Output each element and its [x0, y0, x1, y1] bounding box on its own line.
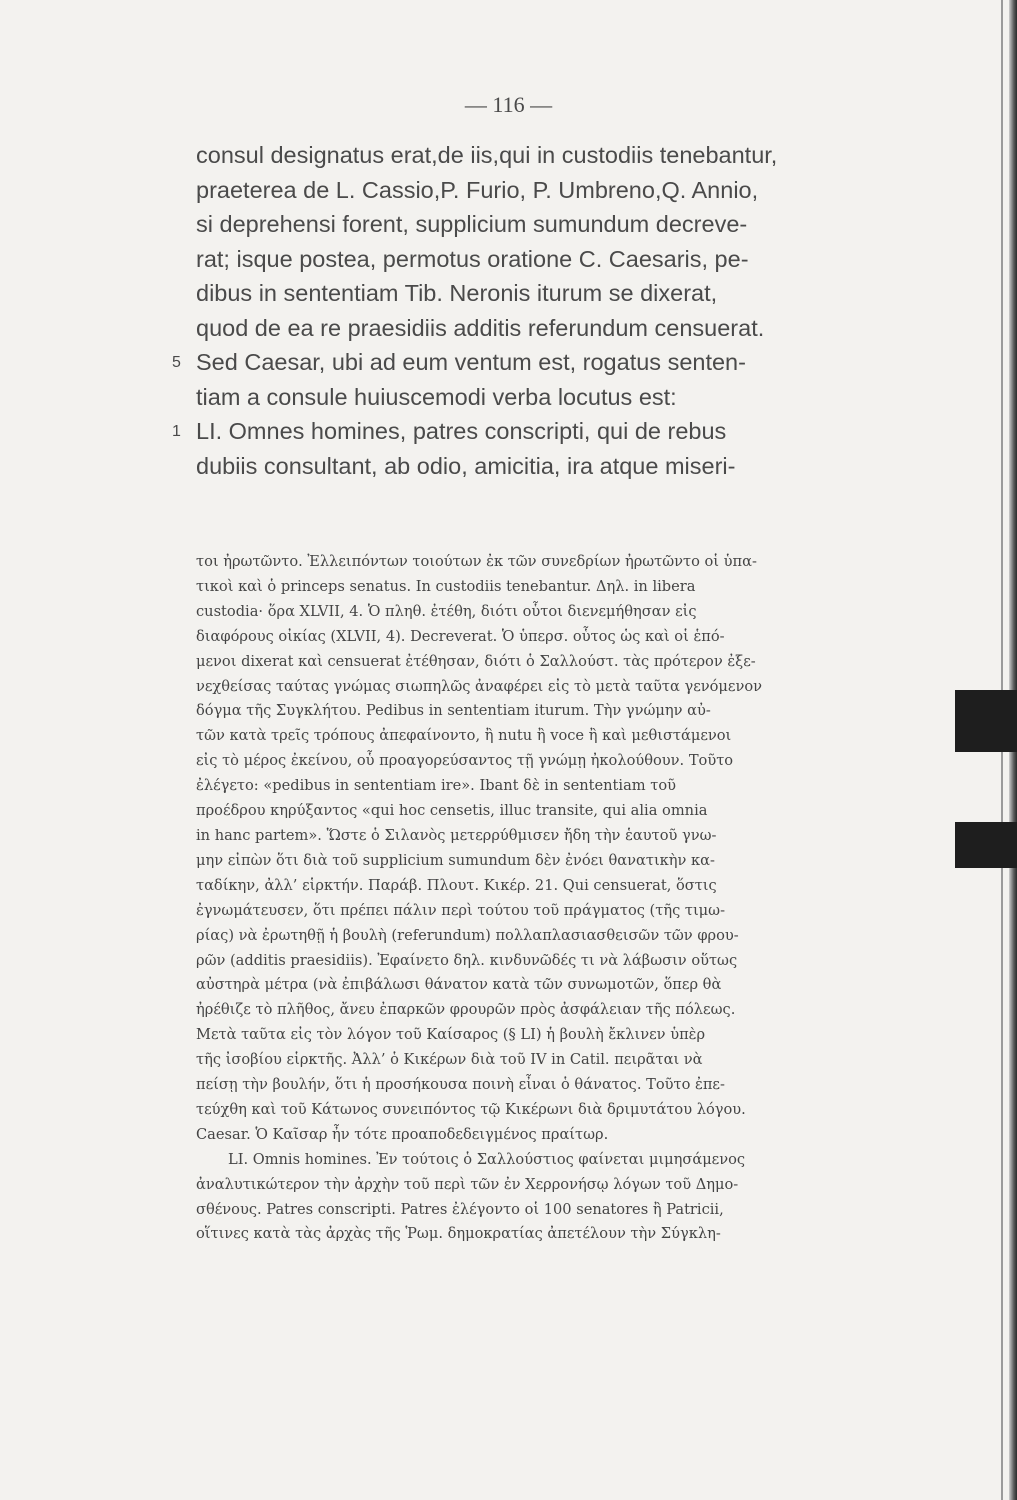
commentary-line: τῶν κατὰ τρεῖς τρόπους ἀπεφαίνοντο, ἢ nutu ἢ voce ἢ καὶ μεθιστάμενοι [196, 727, 732, 745]
commentary-line: μενοι dixerat καὶ censuerat ἐτέθησαν, διότι ὁ Σαλλούστ. τὰς πρότερον ἐξε- [196, 652, 756, 670]
commentary-line: LI. Omnis homines. Ἐν τούτοις ὁ Σαλλούστιος φαίνεται μιμησάμενος [228, 1150, 746, 1168]
commentary-line: τεύχθη καὶ τοῦ Κάτωνος συνειπόντος τῷ Κικέρωνι διὰ δριμυτάτου λόγου. [196, 1100, 746, 1118]
text-line: rat; isque postea, permotus oratione C. Caesaris, pe- [196, 245, 749, 272]
commentary-line: τοι ἠρωτῶντο. Ἐλλειπόντων τοιούτων ἐκ τῶν συνεδρίων ἠρωτῶντο οἱ ὑπα- [196, 553, 757, 570]
commentary-line: τῆς ἰσοβίου εἱρκτῆς. Ἀλλ’ ὁ Κικέρων διὰ τοῦ IV in Catil. πειρᾶται νὰ [196, 1051, 703, 1069]
commentary-line: εἰς τὸ μέρος ἐκείνου, οὗ προαγορεύσαντος τῇ γνώμῃ ἠκολούθουν. Τοῦτο [196, 752, 734, 770]
commentary-line: πείσῃ τὴν βουλήν, ὅτι ἡ προσήκουσα ποινὴ εἶναι ὁ θάνατος. Τοῦτο ἐπε- [196, 1076, 725, 1094]
commentary-line: ἐλέγετο: «pedibus in sententiam ire». Ibant δὲ in sententiam τοῦ [196, 777, 676, 795]
commentary-line: νεχθείσας ταύτας γνώμας σιωπηλῶς ἀναφέρει εἰς τὸ μετὰ ταῦτα γενόμενον [196, 677, 762, 695]
commentary-line: custodia· ὅρα XLVII, 4. Ὁ πληθ. ἐτέθη, διότι οὗτοι διενεμήθησαν εἰς [196, 602, 697, 620]
commentary-line: in hanc partem». Ὥστε ὁ Σιλανὸς μετερρύθμισεν ἤδη τὴν ἑαυτοῦ γνω- [196, 826, 717, 844]
commentary-line: ἀναλυτικώτερον τὴν ἀρχὴν τοῦ περὶ τῶν ἐν Χερρονήσῳ λόγων τοῦ Δημο- [196, 1175, 739, 1193]
text-line: tiam a consule huiuscemodi verba locutus est: [196, 383, 677, 410]
commentary-line: δόγμα τῆς Συγκλήτου. Pedibus in sententiam iturum. Τὴν γνώμην αὐ- [196, 702, 711, 720]
commentary-line: ἠρέθιζε τὸ πλῆθος, ἄνευ ἐπαρκῶν φρουρῶν πρὸς ἀσφάλειαν τῆς πόλεως. [196, 1001, 736, 1019]
commentary-line: Caesar. Ὁ Καῖσαρ ἦν τότε προαποδεδειγμένος πραίτωρ. [196, 1125, 609, 1143]
margin-tab-lower [955, 822, 1017, 868]
commentary-line: σθένους. Patres conscripti. Patres ἐλέγοντο οἱ 100 senatores ἢ Patricii, [196, 1200, 724, 1218]
commentary-line: ἐγνωμάτευσεν, ὅτι πρέπει πάλιν περὶ τούτου τοῦ πράγματος (τῆς τιμω- [196, 901, 725, 919]
commentary-line: οἵτινες κατὰ τὰς ἀρχὰς τῆς Ῥωμ. δημοκρατίας ἀπετέλουν τὴν Σύγκλη- [196, 1225, 721, 1243]
text-line: si deprehensi forent, supplicium sumundum decreve- [196, 211, 748, 237]
commentary-line: διαφόρους οἰκίας (XLVII, 4). Decreverat. Ὁ ὑπερσ. οὗτος ὡς καὶ οἱ ἑπό- [196, 627, 725, 645]
commentary-line: τικοὶ καὶ ὁ princeps senatus. In custodiis tenebantur. Δηλ. in libera [196, 577, 696, 595]
margin-tab-upper [955, 690, 1017, 752]
line-number: 1 [172, 423, 181, 440]
commentary-line: μην εἰπὼν ὅτι διὰ τοῦ supplicium sumundum δὲν ἐνόει θανατικὴν κα- [196, 851, 715, 869]
commentary-line: προέδρου κηρύξαντος «qui hoc censetis, illuc transite, qui alia omnia [196, 802, 708, 820]
commentary-line: Μετὰ ταῦτα εἰς τὸν λόγον τοῦ Καίσαρος (§ LI) ἡ βουλὴ ἔκλινεν ὑπὲρ [196, 1026, 706, 1044]
commentary-line: ταδίκην, ἀλλ’ εἱρκτήν. Παράβ. Πλουτ. Κικέρ. 21. Qui censuerat, ὅστις [196, 876, 717, 894]
line-number: 5 [172, 354, 181, 371]
text-line: consul designatus erat,de iis,qui in custodiis tenebantur, [196, 142, 778, 168]
commentary-line: αὐστηρὰ μέτρα (νὰ ἐπιβάλωσι θάνατον κατὰ τῶν συνωμοτῶν, ὅπερ θὰ [196, 976, 722, 994]
commentary-block [196, 550, 926, 1247]
text-line: dibus in sententiam Tib. Neronis iturum se dixerat, [196, 280, 718, 306]
text-line: Sed Caesar, ubi ad eum ventum est, rogatus senten- [196, 349, 746, 375]
text-line: dubiis consultant, ab odio, amicitia, ira atque miseri- [196, 452, 736, 479]
page-number: — 116 — [464, 92, 553, 117]
text-line: praeterea de L. Cassio,P. Furio, P. Umbreno,Q. Annio, [196, 176, 759, 203]
commentary-line: ρίας) νὰ ἐρωτηθῇ ἡ βουλὴ (referundum) πολλαπλασιασθεισῶν τῶν φρου- [196, 926, 739, 944]
text-line: LI. Omnes homines, patres conscripti, qui de rebus [196, 418, 727, 444]
text-line: quod de ea re praesidiis additis referundum censuerat. [196, 314, 765, 341]
latin-text-block [196, 138, 926, 483]
commentary-line: ρῶν (additis praesidiis). Ἐφαίνετο δηλ. κινδυνῶδές τι νὰ λάβωσιν οὕτως [196, 951, 738, 969]
